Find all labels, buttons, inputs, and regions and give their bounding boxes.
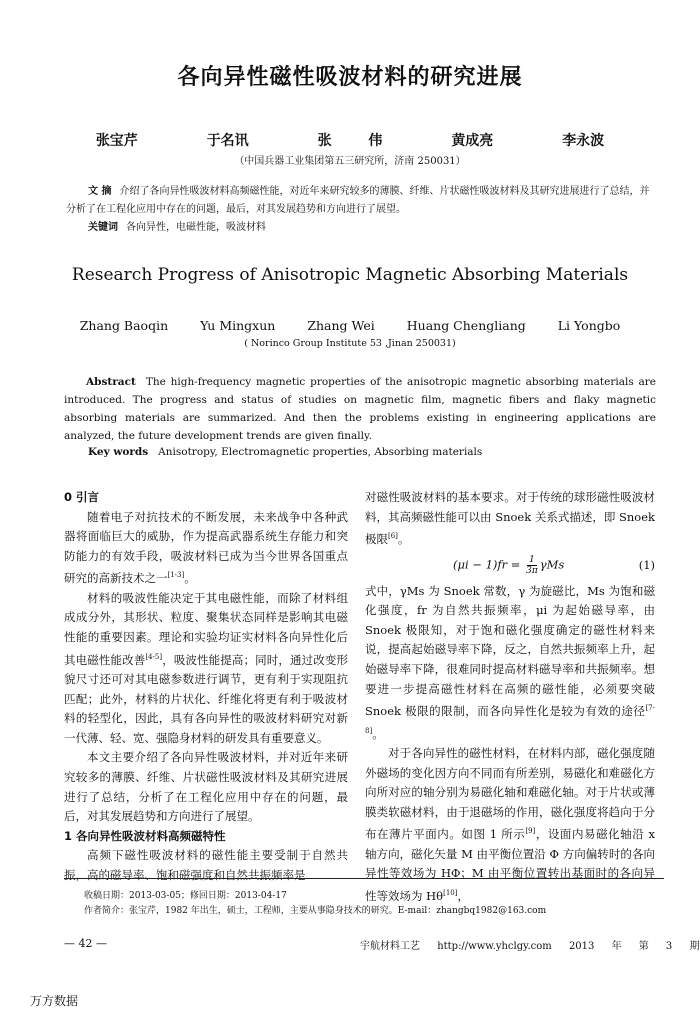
abstract-cn-text: 介绍了各向异性吸波材料高频磁性能，对近年来研究较多的薄膜、纤维、片状磁性吸波材料及其研究进展进行了总结，并分析了在工程化应用中存在的问题，最后，对其发展趋势和方向进行了展望。 [66, 186, 650, 215]
body-paragraph: 式中，γMs 为 Snoek 常数，γ 为旋磁比，Ms 为饱和磁化强度，fr 为自然共振频率，μi 为起始磁导率，由 Snoek 极限知，对于饱和磁化强度确定的磁性材料来说，提高起始磁导率下降，反之，自然共振频率上升，起始磁导率下降，很难同时提高材料磁导率和共振频率。想要进一步提高磁性材料在高频的磁性能，必须要突破 Snoek 极限的限制，而各向异性化是较为有效的途径[7-8]。 [365, 583, 655, 741]
affiliation-en: ( Norinco Group Institute 53 ,Jinan 250031) [244, 338, 456, 349]
body-paragraph: 对磁性吸波材料的基本要求。对于传统的球形磁性吸波材料，其高频磁性能可以由 Snoek 关系式描述，即 Snoek 极限[6]。 [365, 490, 655, 547]
body-paragraph: 对于各向异性的磁性材料，在材料内部，磁化强度随外磁场的变化因方向不同而有所差别，易磁化和难磁化方向所对应的轴分别为易磁化轴和难磁化轴。对于片状或薄膜类软磁材料，由于退磁场的作用，磁化强度将趋向于分布在薄片平面内。如图 1 所示[9]，设面内易磁化轴沿 x 轴方向，磁化矢量 M 由平衡位置沿 Φ 方向偏转时的各向异性等效场为 HΦ；M 由平衡位置转出基面时的各向异性等效场为 Hθ[10]， [365, 746, 655, 903]
journal-footer [360, 937, 699, 952]
authors-en [0, 318, 700, 333]
footnote-author: 作者简介：张宝芹，1982 年出生，硕士，工程师，主要从事隐身技术的研究。E-mail：zhangbq1982@163.com [84, 906, 547, 916]
keywords-cn-text: 各向异性，电磁性能，吸波材料 [126, 222, 266, 233]
affiliation-cn: （中国兵器工业集团第五三研究所，济南 250031） [234, 156, 466, 167]
journal-issue: 2013 年 第 3 期 [568, 941, 700, 952]
author-en: Zhang Wei [307, 318, 375, 333]
footnote-rule [64, 878, 664, 879]
left-column [64, 488, 348, 886]
equation-1 [365, 550, 655, 582]
equation-lhs: (μi − 1)fr = [453, 557, 521, 572]
paper-title-en: Research Progress of Anisotropic Magnetic Absorbing Materials [71, 265, 629, 285]
author-en: Li Yongbo [557, 318, 621, 333]
keywords-cn [88, 219, 648, 237]
citation: [4-5] [145, 652, 163, 661]
author-cn: 张宝芹 [95, 133, 138, 149]
journal-name: 宇航材料工艺 [360, 941, 420, 952]
citation: [9] [525, 827, 536, 836]
body-paragraph: 材料的吸波性能决定于其电磁性能，而除了材料组成成分外，其形状、粒度、聚集状态同样是影响其电磁性能的重要因素。理论和实验均证实材料各向异性化后其电磁性能改善[4-5]，吸波性能提高；同时，通过改变形貌尺寸还可对其电磁参数进行调节，更有利于实现阻抗匹配；此外，材料的片状化、纤维化将更有利于吸波材料的轻型化，因此，具有各向异性的吸波材料研究对新一代薄、轻、宽、强隐身材料的研发具有重要意义。 [64, 590, 349, 745]
body-paragraph: 高频下磁性吸波材料的磁性能主要受制于自然共振，高的磁导率、饱和磁强度和自然共振频率是 [64, 848, 348, 882]
citation: [1-3] [167, 571, 185, 580]
body-paragraph: 随着电子对抗技术的不断发展，未来战争中各种武器将面临巨大的威胁，作为提高武器系统生存能力和突防能力的有效手段，吸波材料已成为当今世界各国重点研究的高新技术之一[1-3]。 [64, 509, 348, 586]
author-en: Huang Chengliang [406, 318, 526, 333]
citation: [10] [443, 889, 458, 897]
citation: [7-8] [365, 704, 655, 735]
author-cn: 黄成亮 [451, 133, 494, 149]
body-paragraph: 本文主要介绍了各向异性吸波材料，并对近年来研究较多的薄膜、纤维、片状磁性吸波材料及其研究进展进行了总结，分析了在工程化应用中存在的问题，最后，对其发展趋势和方向进行了展望。 [64, 750, 348, 824]
section-heading-1: 1 各向异性吸波材料高频磁特性 [64, 828, 226, 843]
author-cn: 于名讯 [206, 133, 249, 149]
journal-url: http://www.yhclgy.com [437, 941, 552, 952]
keywords-en-text: Anisotropy, Electromagnetic properties, Absorbing materials [158, 446, 483, 458]
keywords-en-label: Key words [88, 446, 149, 458]
abstract-cn-label: 文 摘 [88, 186, 112, 197]
equation-rhs: γMs [539, 557, 565, 572]
abstract-en [64, 373, 656, 445]
paper-title-cn: 各向异性磁性吸波材料的研究进展 [177, 64, 523, 90]
page-number: — 42 — [64, 937, 107, 950]
keywords-cn-label: 关键词 [88, 222, 118, 233]
author-cn: 李永波 [562, 133, 605, 149]
abstract-cn [66, 183, 656, 219]
author-cn: 张 伟 [317, 133, 383, 149]
abstract-en-label: Abstract [86, 376, 136, 388]
authors-cn [0, 130, 700, 150]
abstract-en-text: The high-frequency magnetic properties of the anisotropic magnetic absorbing materials are introduced. The progress and status of studies on magnetic film, magnetic fibers and flaky magnetic absorbing materials are summarized. And then the problems existing in engineering applications are analyzed, the future development trends are given finally. [64, 376, 656, 442]
section-heading-intro: 0 引言 [64, 490, 100, 504]
right-column [365, 488, 655, 906]
author-en: Zhang Baoqin [79, 318, 169, 333]
citation: [6] [388, 532, 398, 541]
watermark-text: 万方数据 [30, 994, 79, 1008]
equation-fraction: $\frac{1}{3\pi}$ [526, 555, 538, 577]
keywords-en [88, 446, 648, 458]
equation-number: (1) [638, 557, 655, 572]
footnote-received: 收稿日期：2013-03-05；修回日期：2013-04-17 [84, 891, 287, 901]
author-en: Yu Mingxun [200, 318, 276, 333]
